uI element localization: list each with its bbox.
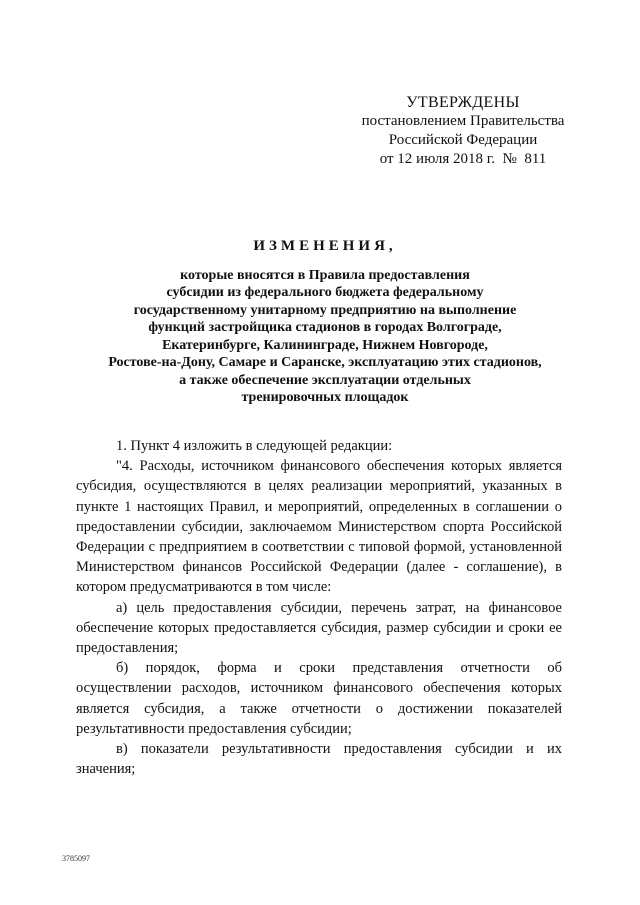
paragraph-5: в) показатели результативности предоставления субсидии и их значения; (76, 741, 562, 778)
approval-number: 811 (524, 151, 547, 167)
paragraph-4: б) порядок, форма и сроки представления отчетности об осуществлении расходов, источником финансового обеспечения которых является субсидия, а также отчетности о достижении показателей результативности предоставления субсидии; (76, 660, 562, 737)
title-line: функций застройщика стадионов в городах Волгограде, (148, 320, 502, 335)
document-title-block (52, 238, 598, 407)
document-title: ИЗМЕНЕНИЯ, (253, 238, 397, 254)
title-line: государственному унитарному предприятию на выполнение (133, 302, 517, 318)
title-line: Ростове-на-Дону, Самаре и Саранске, эксплуатацию этих стадионов, (108, 355, 542, 370)
title-line: Екатеринбурге, Калининграде, Нижнем Новгороде, (162, 337, 488, 353)
paragraph-1: 1. Пункт 4 изложить в следующей редакции: (116, 438, 393, 454)
approval-line-1: постановлением Правительства (361, 113, 565, 129)
document-body (76, 436, 562, 779)
title-line: а также обеспечение эксплуатации отдельных (179, 372, 471, 388)
paragraph-2: "4. Расходы, источником финансового обеспечения которых является субсидия, осуществляются в целях реализации мероприятий, указанных в пункте 1 настоящих Правил, и мероприятий, определенных в соглашении о предоставлении субсидии, заключаемом Министерством спорта Российской Федерации с предприятием в соответствии с типовой формой, установленной Министерством финансов Российской Федерации (далее - соглашение), в котором предусматриваются в том числе: (76, 458, 562, 596)
approval-date: от 12 июля 2018 г. (379, 151, 496, 167)
paragraph-3: а) цель предоставления субсидии, перечень затрат, на финансовое обеспечение которых предоставляется субсидия, размер субсидии и сроки ее предоставления; (76, 599, 562, 657)
approval-stamp (338, 93, 588, 169)
title-line: субсидии из федерального бюджета федеральному (166, 285, 484, 300)
footer-code: 3785097 (62, 854, 90, 863)
approval-heading: УТВЕРЖДЕНЫ (406, 94, 520, 111)
approval-number-label: № (502, 151, 517, 167)
title-line: тренировочных площадок (241, 390, 409, 405)
approval-date-line (338, 150, 588, 169)
approval-line-2: Российской Федерации (388, 132, 538, 148)
title-line: которые вносятся в Правила предоставления (180, 267, 470, 283)
